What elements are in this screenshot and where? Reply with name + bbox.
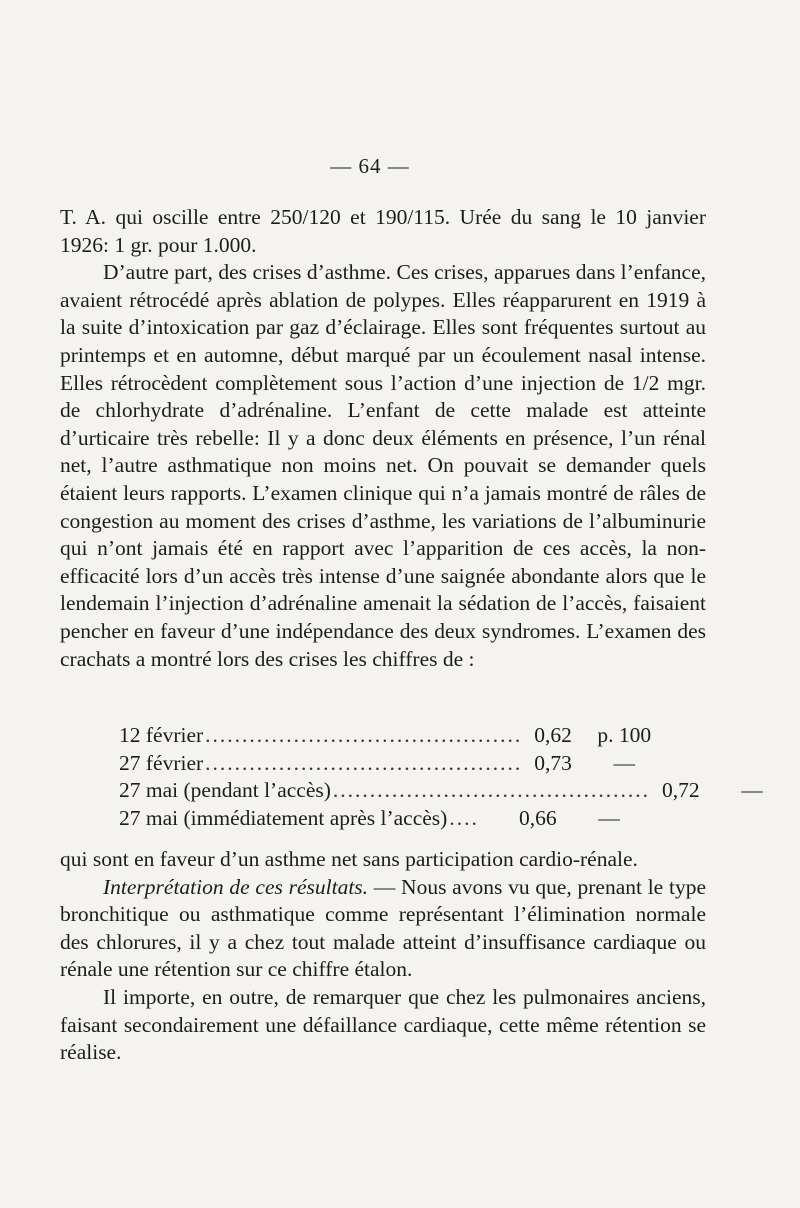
row-label: 27 février xyxy=(119,750,204,775)
row-label: 27 mai (pendant l’accès) xyxy=(119,778,331,802)
body-text-top xyxy=(60,204,706,673)
paragraph-interpretation xyxy=(60,874,706,984)
row-value: 0,73 xyxy=(534,750,572,775)
row-unit: — xyxy=(613,750,636,775)
table-row xyxy=(119,750,639,778)
paragraph-urea: T. A. qui oscille entre 250/120 et 190/115. Urée du sang le 10 janvier 1926: 1 gr. pour 1.000. xyxy=(60,205,706,257)
table-row xyxy=(119,805,639,833)
row-label: 27 mai (immédiatement après l’accès) xyxy=(119,805,448,830)
dot-leader: ........................................... xyxy=(332,778,651,802)
body-text-bottom xyxy=(60,846,706,1067)
paragraph-asthma-crises: D’autre part, des crises d’asthme. Ces crises, apparues dans l’enfance, avaient rétrocédé après ablation de polypes. Elles réapparurent en 1919 à la suite d’intoxication par gaz d’éclairage. Elles sont fréquentes surtout au printemps et en automne, début marqué par un écoulement nasal intense. Elles rétrocèdent complètement sous l’action d’une injection de 1/2 mgr. de chlorhydrate d’adrénaline. L’enfant de cette malade est atteinte d’urticaire très rebelle: Il y a donc deux éléments en présence, l’un rénal net, l’autre asthmatique non moins net. On pouvait se demander quels étaient leurs rapports. L’examen clinique qui n’a jamais montré de râles de congestion au moment des crises d’asthme, les variations de l’albuminurie qui n’ont jamais été en rapport avec l’apparition de ces accès, la non-efficacité lors d’un accès très intense d’une saignée abondante alors que le lendemain l’injection d’adrénaline amenait la sédation de l’accès, faisaient pencher en faveur d’une indépendance des deux syndromes. L’examen des crachats a montré lors des crises les chiffres de : xyxy=(60,260,706,671)
row-unit: — xyxy=(741,778,763,802)
dot-leader: ........................................... xyxy=(205,723,523,747)
table-row xyxy=(119,722,652,750)
row-unit: — xyxy=(598,805,620,830)
row-label: 12 février xyxy=(119,723,204,747)
table-row xyxy=(119,777,763,805)
row-value: 0,66 xyxy=(519,805,557,830)
dot-leader: ........................................... xyxy=(205,750,523,775)
row-value: 0,72 xyxy=(662,778,700,802)
row-value: 0,62 xyxy=(534,723,572,747)
dot-leader: .... xyxy=(449,805,479,830)
paragraph-after-table: qui sont en faveur d’un asthme net sans participation cardio-rénale. xyxy=(60,847,638,871)
interpretation-heading: Interprétation de ces résultats. xyxy=(103,874,369,899)
page-number: — 64 — xyxy=(330,154,410,178)
sputum-values-table xyxy=(119,722,763,832)
paragraph-final: Il importe, en outre, de remarquer que chez les pulmonaires anciens, faisant secondairement une défaillance cardiaque, cette même rétention se réalise. xyxy=(60,984,706,1065)
interpretation-text: — Nous avons vu que, prenant le type bronchitique ou asthmatique comme représentant l’élimination normale des chlorures, il y a chez tout malade atteint d’insuffisance cardiaque ou rénale une rétention sur ce chiffre étalon. xyxy=(60,874,706,982)
row-unit: p. 100 xyxy=(597,723,652,747)
